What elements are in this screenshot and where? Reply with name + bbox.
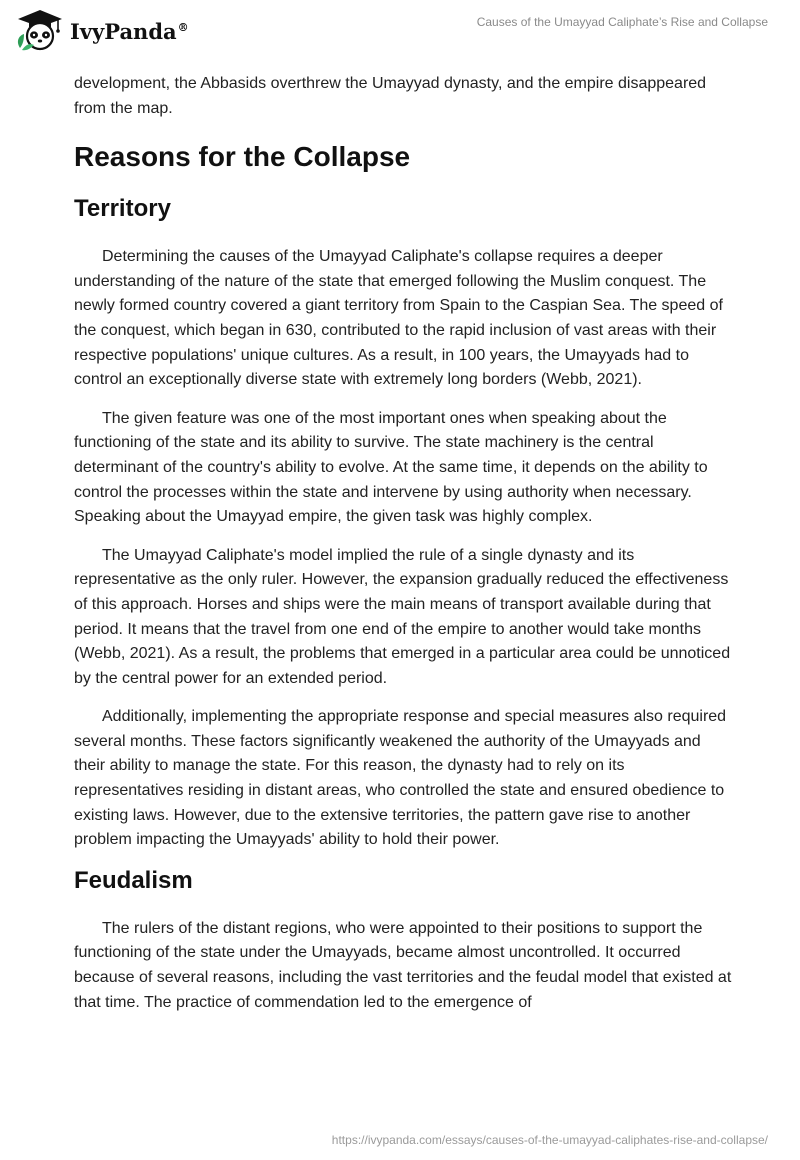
territory-paragraph-3: The Umayyad Caliphate's model implied the rule of a single dynasty and its representative as the only ruler. However, the expansion gradually reduced the effectiveness of this approach. Horses and ships were the main means of transport available during that period. It means that the travel from one end of the empire to another would take months (Webb, 2021). As a result, the problems that emerged in a particular area could be unnoticed by the central power for an extended period. [74, 546, 731, 687]
panda-graduate-icon [14, 8, 66, 52]
ivypanda-logo[interactable] [14, 8, 189, 52]
feudalism-heading: Feudalism [74, 866, 193, 894]
document-title: Causes of the Umayyad Caliphate’s Rise and Collapse [476, 15, 768, 29]
brand-name: IvyPanda® [70, 18, 189, 44]
territory-heading: Territory [74, 195, 171, 223]
territory-paragraph-1: Determining the causes of the Umayyad Caliphate's collapse requires a deeper understanding of the nature of the state that emerged following the Muslim conquest. The newly formed country covered a giant territory from Spain to the Caspian Sea. The speed of the conquest, which began in 630, contributed to the rapid inclusion of vast areas with their respective populations' unique cultures. As a result, in 100 years, the Umayyads had to control an exceptionally diverse state with extremely long borders (Webb, 2021). [74, 248, 723, 389]
intro-paragraph: development, the Abbasids overthrew the Umayyad dynasty, and the empire disappeared from the map. [74, 75, 707, 117]
territory-paragraph-2: The given feature was one of the most important ones when speaking about the functioning of the state and its ability to survive. The state machinery is the central determinant of the country's ability to evolve. At the same time, it depends on the ability to control the processes within the state and intervene by using authority when necessary. Speaking about the Umayyad empire, the given task was highly complex. [74, 409, 708, 526]
territory-paragraph-4: Additionally, implementing the appropriate response and special measures also required several months. These factors significantly weakened the authority of the Umayyads and their ability to manage the state. For this reason, the dynasty had to rely on its representatives residing in distant areas, who controlled the state and ensured obedience to existing laws. However, due to the extensive territories, the pattern gave rise to another problem impacting the Umayyads' ability to hold their power. [74, 708, 727, 849]
section-heading: Reasons for the Collapse [74, 141, 411, 173]
source-url-link[interactable]: https://ivypanda.com/essays/causes-of-the-umayyad-caliphates-rise-and-collapse/ [331, 1133, 768, 1147]
page-header [0, 0, 800, 60]
essay-content [74, 72, 734, 1029]
feudalism-paragraph-1: The rulers of the distant regions, who were appointed to their positions to support the functioning of the state under the Umayyads, became almost uncontrolled. It occurred because of several reasons, including the vast territories and the feudal model that existed at that time. The practice of commendation led to the emergence of [74, 919, 732, 1011]
